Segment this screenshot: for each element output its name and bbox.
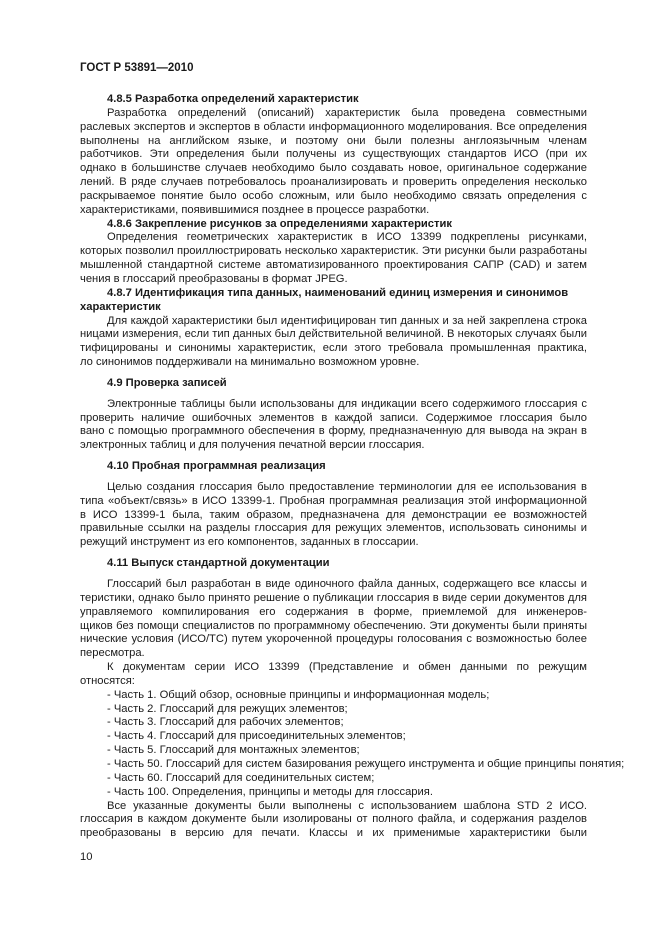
text-line: раскрываемое понятие было особо сложным, или было необходимо связать определения с xyxy=(80,189,587,202)
document-header: ГОСТ Р 53891—2010 xyxy=(80,62,194,74)
list-item xyxy=(80,730,587,744)
text-line: режущий инструмент из его компонентов, заданных в глоссарии. xyxy=(80,536,419,549)
list-item xyxy=(80,757,625,772)
text-line: - Часть 5. Глоссарий для монтажных элементов; xyxy=(107,744,360,757)
text-line: - Часть 2. Глоссарий для режущих элементов; xyxy=(107,702,348,715)
text-line: 4.8.7 Идентификация типа данных, наименований единиц измерения и синонимов xyxy=(107,286,569,299)
text-line: управляемого компилирования его содержания в форме, приемлемой для инженеров- xyxy=(80,605,587,618)
list-item xyxy=(80,689,587,703)
paragraph xyxy=(80,661,587,689)
section-heading xyxy=(80,377,587,391)
text-line: - Часть 1. Общий обзор, основные принципы и информационная модель; xyxy=(107,688,490,701)
paragraph xyxy=(80,481,587,550)
text-line: - Часть 100. Определения, принципы и методы для глоссария. xyxy=(107,785,433,798)
text-line: которых позволил проиллюстрировать несколько характеристик. Эти рисунки были разработаны xyxy=(80,245,587,258)
paragraph xyxy=(80,231,587,286)
text-line: характеристиками, появившимися позднее в процессе разработки. xyxy=(80,203,430,216)
text-line: проверить наличие ошибочных элементов в каждой записи. Содержимое глоссария было xyxy=(80,411,587,424)
section-heading xyxy=(80,93,587,107)
spacer xyxy=(80,370,587,377)
section-heading xyxy=(80,460,587,474)
text-line: Разработка определений (описаний) характеристик была проведена совместными xyxy=(107,106,587,119)
section-heading xyxy=(80,557,587,571)
spacer xyxy=(80,391,587,398)
text-line: характеристик xyxy=(80,300,161,313)
text-line: 4.9 Проверка записей xyxy=(107,376,227,389)
text-line: работчиков. Эти определения были получены из существующих стандартов ИСО (при их xyxy=(80,148,587,161)
text-line: 4.8.5 Разработка определений характеристик xyxy=(107,93,359,105)
document-body xyxy=(80,93,625,841)
text-line: К документам серии ИСО 13399 (Представление и обмен данными по режущим xyxy=(107,661,587,674)
list-item xyxy=(80,772,587,786)
section-heading xyxy=(80,218,587,232)
text-line: правильные ссылки на разделы глоссария для режущих элементов, использовать синонимы и xyxy=(80,522,587,535)
paragraph xyxy=(80,800,587,842)
text-line: 4.8.6 Закрепление рисунков за определениями характеристик xyxy=(107,217,452,230)
spacer xyxy=(80,571,587,578)
spacer xyxy=(80,453,587,460)
text-line: нические условия (ИСО/ТС) путем укороченной процедуры голосования с возможностью более xyxy=(80,633,587,646)
text-line: вано с помощью программного обеспечения в форму, предназначенную для вывода на экран в xyxy=(80,425,587,438)
text-line: ницами измерения, если тип данных был действительной величиной. В некоторых случаях были xyxy=(80,328,587,341)
text-line: ло синонимов поддерживали на минимально возможном уровне. xyxy=(80,356,420,369)
text-line: глоссария в каждом документе были изолированы от полного файла, и содержания разделов xyxy=(80,813,587,826)
spacer xyxy=(80,474,587,481)
text-line: выполнены на английском языке, и поэтому они были полезны англоязычным членам xyxy=(80,134,587,147)
text-line: пересмотра. xyxy=(80,647,145,660)
list-item xyxy=(80,716,587,730)
text-line: преобразованы в версию для печати. Классы и их применимые характеристики были xyxy=(80,827,587,840)
list-item xyxy=(80,786,587,800)
text-line: типа «объект/связь» в ИСО 13399-1. Пробная программная реализация этой информационной xyxy=(80,494,587,507)
text-line: щиков без помощи специалистов по программному обеспечению. Эти документы были приняты xyxy=(80,619,587,632)
list-item xyxy=(80,744,587,758)
text-line: - Часть 4. Глоссарий для присоединительных элементов; xyxy=(107,730,406,743)
text-line: - Часть 60. Глоссарий для соединительных систем; xyxy=(107,771,375,784)
text-line: - Часть 3. Глоссарий для рабочих элементов; xyxy=(107,716,344,729)
text-line: Для каждой характеристики был идентифицирован тип данных и за ней закреплена строка xyxy=(107,314,587,327)
text-line: 4.10 Пробная программная реализация xyxy=(107,460,326,473)
text-line: лений. В ряде случаев потребовалось проанализировать и проверить определения несколько xyxy=(80,176,587,189)
paragraph xyxy=(80,107,587,218)
text-line: Глоссарий был разработан в виде одиночного файла данных, содержащего все классы и xyxy=(107,578,587,590)
text-line: Определения геометрических характеристик в ИСО 13399 подкреплены рисунками, xyxy=(107,231,587,244)
text-line: мышленной стандартной системе автоматизированного проектирования САПР (CAD) и затем xyxy=(80,259,587,272)
spacer xyxy=(80,550,587,557)
text-line: однако в большинстве случаев необходимо было создавать новое, оригинальное содержание xyxy=(80,162,587,175)
text-line: Электронные таблицы были использованы для индикации всего содержимого глоссария с xyxy=(107,397,587,410)
list-item xyxy=(80,703,587,717)
paragraph xyxy=(80,315,587,370)
text-line: Целью создания глоссария было предоставление терминологии для ее использования в xyxy=(107,480,587,493)
section-heading xyxy=(80,287,587,315)
text-line: электронных таблиц и для получения печатной версии глоссария. xyxy=(80,439,425,452)
paragraph xyxy=(80,398,587,453)
text-line: теристики, однако было принято решение о публикации глоссария в виде серии документов для xyxy=(80,591,587,604)
text-line: чения в глоссарий преобразованы в формат JPEG. xyxy=(80,272,348,285)
text-line: - Часть 50. Глоссарий для систем базирования режущего инструмента и общие принципы понятия; xyxy=(107,757,625,770)
text-line: раслевых экспертов и экспертов в области информационного моделирования. Все определения xyxy=(80,120,587,133)
text-line: Все указанные документы были выполнены с использованием шаблона STD 2 ИСО. xyxy=(107,799,587,812)
text-line: относятся: xyxy=(80,674,135,687)
page-number: 10 xyxy=(80,851,93,863)
paragraph xyxy=(80,578,587,661)
text-line: тифицированы и синонимы характеристик, если этого требовала промышленная практика, xyxy=(80,342,587,355)
text-line: в ИСО 13399-1 была, таким образом, предназначена для демонстрации ее возможностей xyxy=(80,508,587,521)
text-line: 4.11 Выпуск стандартной документации xyxy=(107,557,330,570)
